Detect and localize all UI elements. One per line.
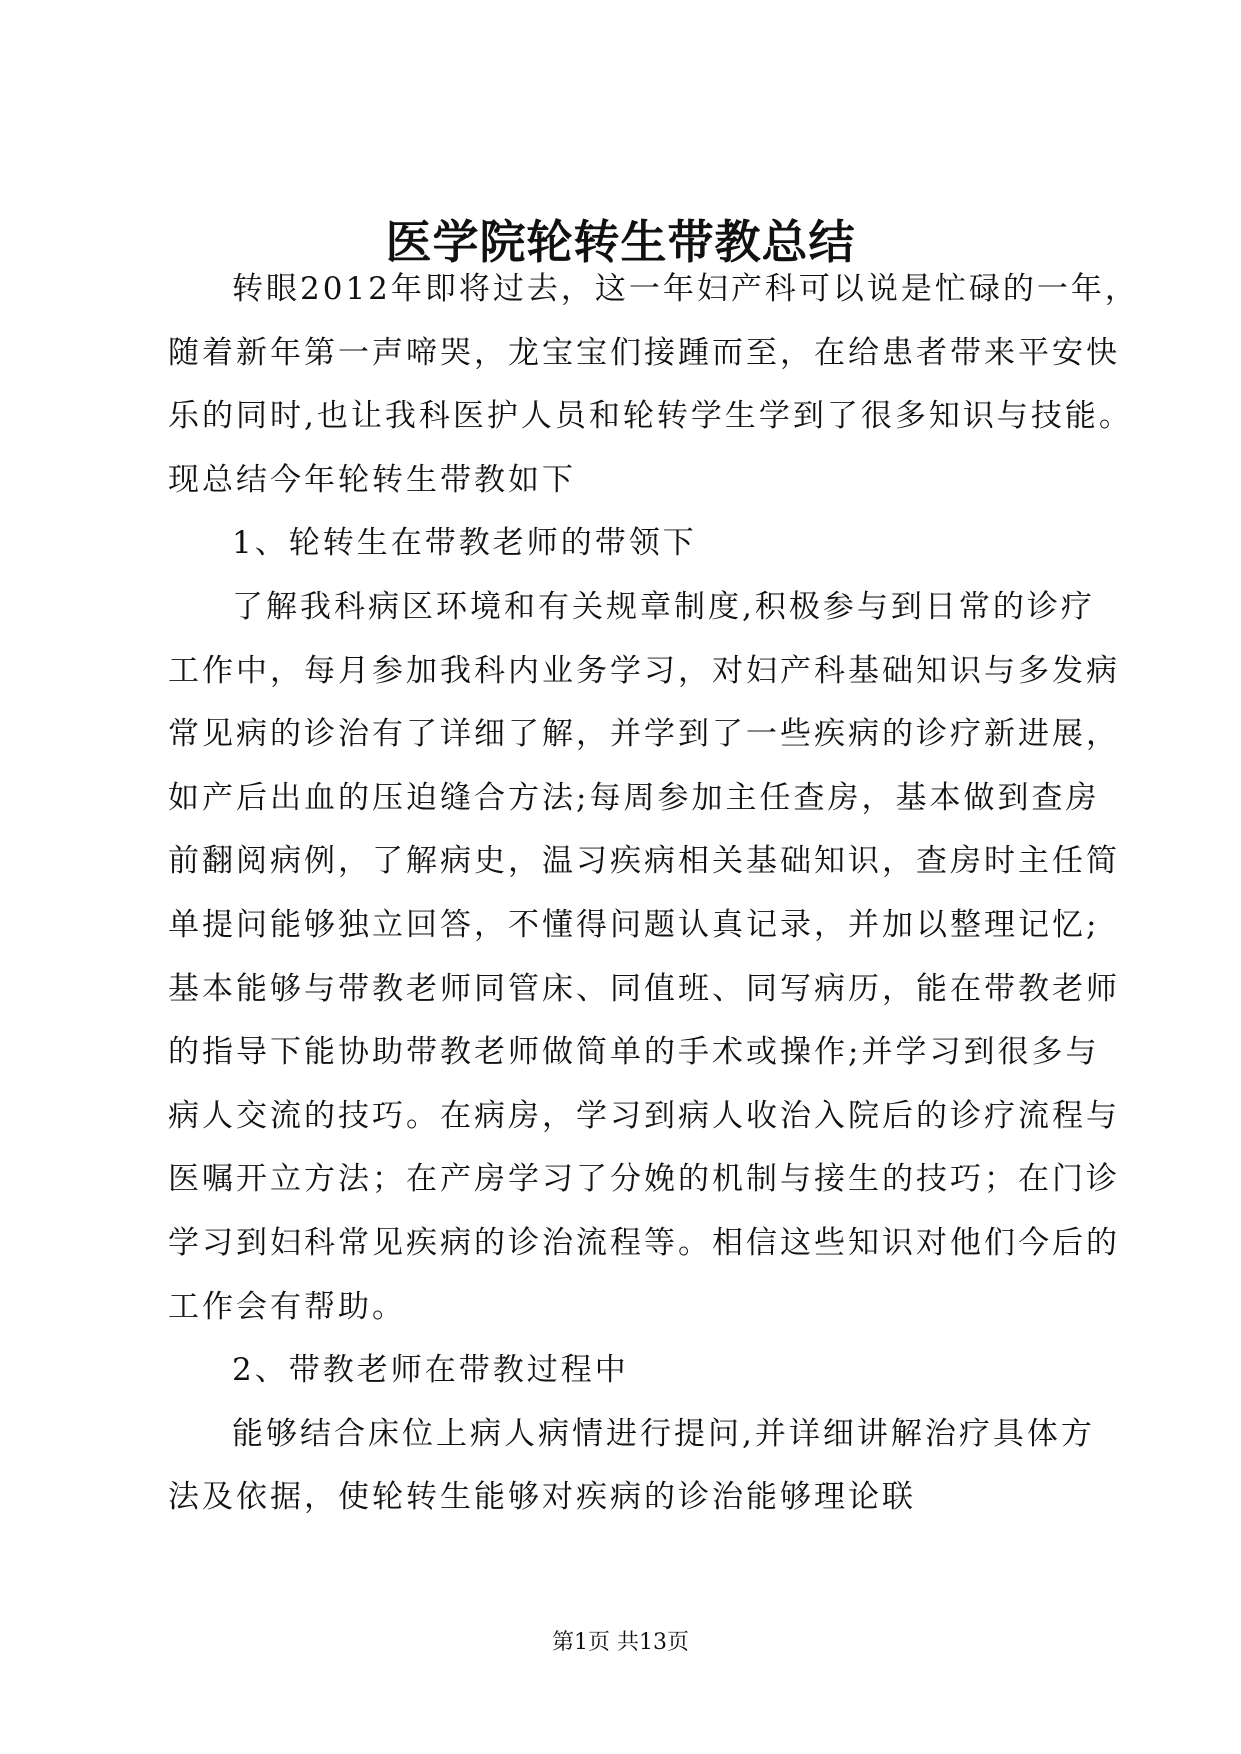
body-line: 现总结今年轮转生带教如下 — [168, 461, 576, 498]
body-line: 法及依据，使轮转生能够对疾病的诊治能够理论联 — [168, 1479, 916, 1516]
body-line: 工作会有帮助。 — [168, 1288, 406, 1325]
body-line: 学习到妇科常见疾病的诊治流程等。相信这些知识对他们今后的 — [168, 1224, 1120, 1261]
body-line: 如产后出血的压迫缝合方法;每周参加主任查房，基本做到查房 — [168, 779, 1100, 816]
body-line: 单提问能够独立回答，不懂得问题认真记录，并加以整理记忆; — [168, 906, 1100, 943]
document-title: 医学院轮转生带教总结 — [385, 215, 856, 269]
body-line: 前翻阅病例，了解病史，温习疾病相关基础知识，查房时主任简 — [168, 843, 1120, 880]
document-body — [168, 258, 1139, 1530]
body-line: 能够结合床位上病人病情进行提问,并详细讲解治疗具体方 — [232, 1415, 1095, 1452]
body-line: 常见病的诊治有了详细了解，并学到了一些疾病的诊疗新进展， — [168, 716, 1120, 753]
body-line: 的指导下能协助带教老师做简单的手术或操作;并学习到很多与 — [168, 1034, 1100, 1071]
body-line: 病人交流的技巧。在病房，学习到病人收治入院后的诊疗流程与 — [168, 1097, 1120, 1134]
body-line: 了解我科病区环境和有关规章制度,积极参与到日常的诊疗 — [232, 588, 1095, 625]
body-line: 乐的同时,也让我科医护人员和轮转学生学到了很多知识与技能。 — [168, 398, 1133, 435]
body-line: 随着新年第一声啼哭，龙宝宝们接踵而至，在给患者带来平安快 — [168, 334, 1120, 371]
page-footer: 第1页 共13页 — [552, 1630, 689, 1655]
body-line: 基本能够与带教老师同管床、同值班、同写病历，能在带教老师 — [168, 970, 1120, 1007]
body-line: 医嘱开立方法；在产房学习了分娩的机制与接生的技巧；在门诊 — [168, 1161, 1120, 1198]
body-line: 工作中，每月参加我科内业务学习，对妇产科基础知识与多发病 — [168, 652, 1120, 689]
section-heading-2: 2、带教老师在带教过程中 — [232, 1352, 629, 1389]
section-heading-1: 1、轮转生在带教老师的带领下 — [232, 525, 697, 562]
body-line: 转眼2012年即将过去，这一年妇产科可以说是忙碌的一年， — [232, 271, 1139, 307]
